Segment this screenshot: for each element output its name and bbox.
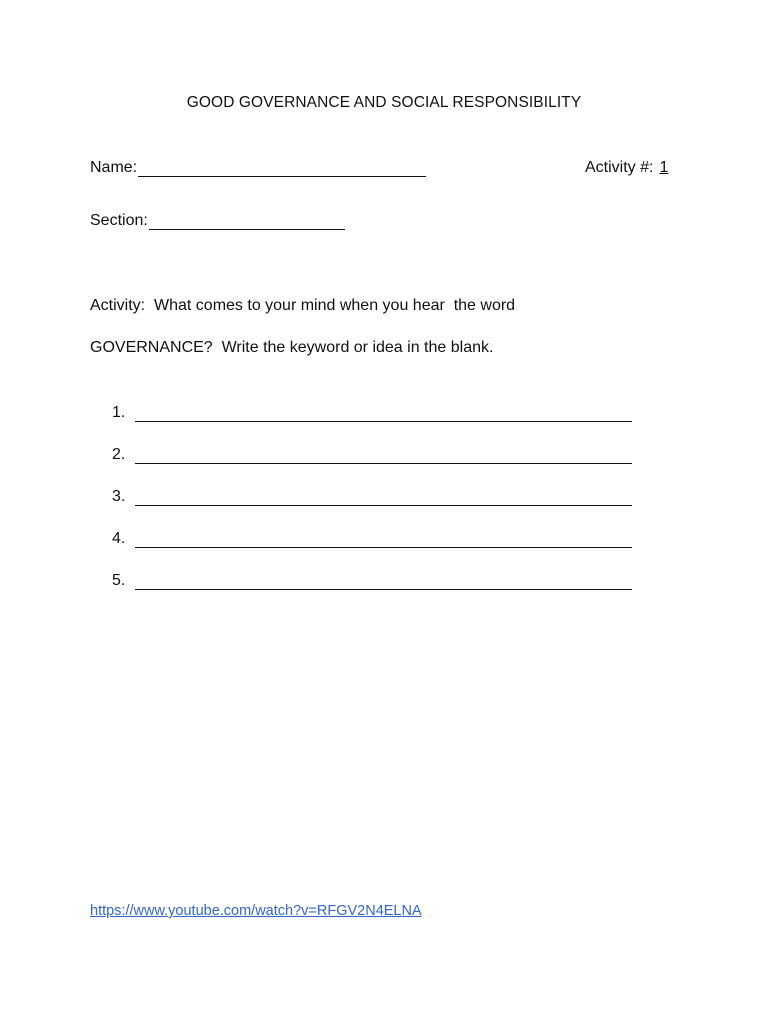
page-title: GOOD GOVERNANCE AND SOCIAL RESPONSIBILITY [186, 94, 582, 111]
answer-blank[interactable] [135, 448, 632, 464]
answer-blank[interactable] [135, 574, 632, 590]
answer-item [112, 464, 632, 506]
youtube-link[interactable]: https://www.youtube.com/watch?v=RFGV2N4ELNA [90, 903, 422, 919]
answer-number: 5. [112, 572, 126, 589]
section-blank[interactable] [149, 215, 345, 230]
section-label: Section: [90, 212, 148, 229]
name-field [90, 159, 426, 177]
activity-number-label: Activity #: [585, 159, 654, 176]
answer-number: 2. [112, 446, 126, 463]
name-blank[interactable] [138, 162, 426, 177]
answer-item [112, 548, 632, 590]
instruction-line-1: Activity: What comes to your mind when you hear the word [90, 297, 516, 314]
section-field [90, 212, 345, 230]
answer-list [112, 380, 632, 590]
activity-number-value: 1 [659, 159, 669, 176]
answer-item [112, 506, 632, 548]
activity-number-field [585, 159, 668, 177]
answer-blank[interactable] [135, 490, 632, 506]
answer-item [112, 380, 632, 422]
answer-number: 1. [112, 404, 126, 421]
answer-blank[interactable] [135, 532, 632, 548]
answer-item [112, 422, 632, 464]
answer-number: 4. [112, 530, 126, 547]
answer-number: 3. [112, 488, 126, 505]
answer-blank[interactable] [135, 406, 632, 422]
instruction-line-2: GOVERNANCE? Write the keyword or idea in the blank. [90, 339, 494, 356]
name-label: Name: [90, 159, 138, 176]
